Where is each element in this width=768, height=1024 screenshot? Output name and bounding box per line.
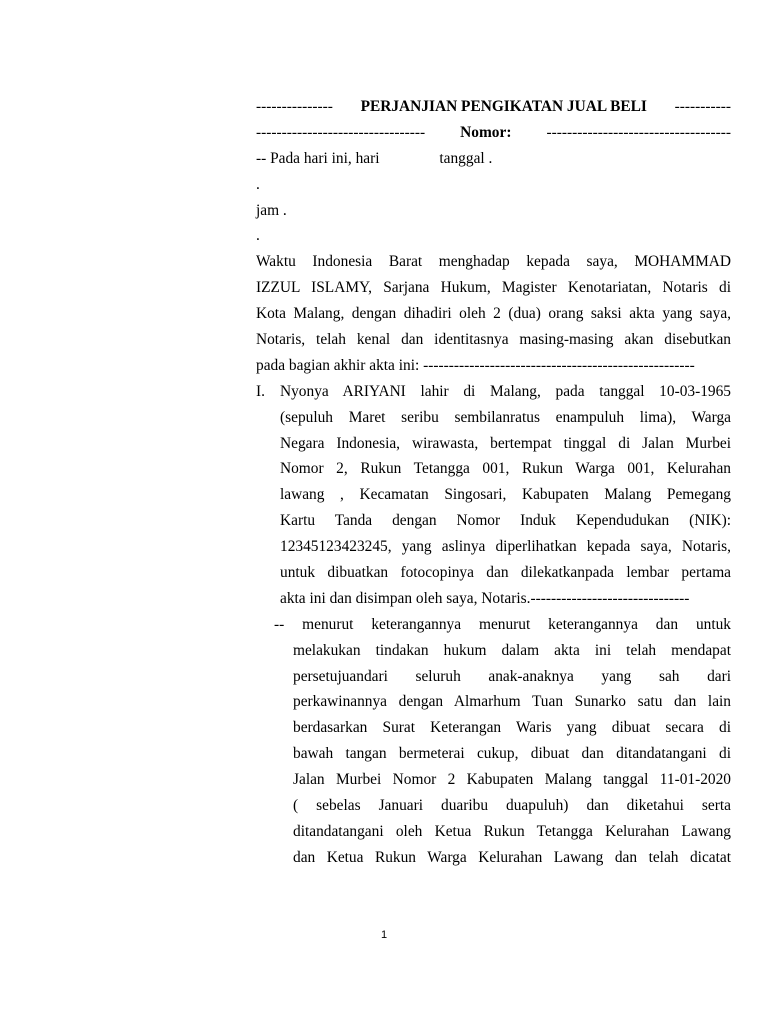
page-number: 1 [380, 929, 388, 941]
sub-1-line: persetujuandari seluruh anak-anaknya yang sah dari [293, 667, 731, 685]
item-1-number: I. [256, 382, 265, 400]
item-1-line: Kartu Tanda dengan Nomor Induk Kependudukan (NIK): [280, 512, 731, 530]
intro-line: Kota Malang, dengan dihadiri oleh 2 (dua) orang saksi akta yang saya, [256, 305, 731, 323]
dot-line-2: . [256, 227, 260, 245]
intro-line: pada bagian akhir akta ini: ----------------------------------------------------- [256, 356, 695, 374]
sub-1-line: melakukan tindakan hukum dalam akta ini telah mendapat [293, 641, 731, 659]
hari-line [256, 146, 731, 172]
item-1-line: Nomor 2, Rukun Tetangga 001, Rukun Warga 001, Kelurahan [280, 460, 731, 478]
sub-1-line: berdasarkan Surat Keterangan Waris yang dibuat secara di [293, 719, 731, 737]
sub-1-line: ( sebelas Januari duaribu duapuluh) dan diketahui serta [293, 797, 731, 815]
document-body [256, 94, 731, 871]
intro-line: Notaris, telah kenal dan identitasnya masing-masing akan disebutkan [256, 331, 731, 349]
intro-line: Waktu Indonesia Barat menghadap kepada saya, MOHAMMAD [256, 253, 731, 271]
sub-1-line: Jalan Murbei Nomor 2 Kabupaten Malang tanggal 11-01-2020 [293, 771, 731, 789]
intro-line: IZZUL ISLAMY, Sarjana Hukum, Magister Kenotariatan, Notaris di [256, 279, 731, 297]
nomor-label: Nomor: [460, 123, 512, 141]
item-1-line: akta ini dan disimpan oleh saya, Notaris.------------------------------- [280, 589, 690, 607]
item-1-line: lawang , Kecamatan Singosari, Kabupaten Malang Pemegang [280, 486, 731, 504]
dot-line-1: . [256, 175, 260, 193]
sub-1-first-line: -- menurut keterangannya menurut keterangannya dan untuk [274, 615, 731, 633]
tanggal-text: tanggal . [439, 149, 493, 167]
hari-text: -- Pada hari ini, hari [256, 149, 380, 167]
item-1-line: untuk dibuatkan fotocopinya dan dilekatkanpada lembar pertama [280, 564, 731, 582]
nomor-line [256, 120, 731, 146]
title-line [256, 94, 731, 120]
nomor-left-dashes: --------------------------------- [256, 123, 426, 141]
title-right-dashes: ----------- [674, 98, 731, 115]
sub-1-line: dan Ketua Rukun Warga Kelurahan Lawang dan telah dicatat [293, 848, 731, 866]
item-1-line: 12345123423245, yang aslinya diperlihatkan kepada saya, Notaris, [280, 538, 731, 556]
item-1-first-line [256, 379, 731, 405]
sub-1-line: perkawinannya dengan Almarhum Tuan Sunarko satu dan lain [293, 693, 731, 711]
title-left-dashes: --------------- [256, 98, 333, 115]
item-1-line: (sepuluh Maret seribu sembilanratus enampuluh lima), Warga [280, 408, 731, 426]
sub-1-line: bawah tangan bermeterai cukup, dibuat dan ditandatangani di [293, 745, 731, 763]
item-1-line: Negara Indonesia, wirawasta, bertempat tinggal di Jalan Murbei [280, 434, 731, 452]
jam-line: jam . [256, 201, 287, 219]
sub-1-line: ditandatangani oleh Ketua Rukun Tetangga Kelurahan Lawang [293, 822, 731, 840]
item-1-text: Nyonya ARIYANI lahir di Malang, pada tanggal 10-03-1965 [280, 382, 731, 400]
nomor-right-dashes: ------------------------------------ [546, 123, 731, 141]
document-title: PERJANJIAN PENGIKATAN JUAL BELI [360, 98, 647, 115]
